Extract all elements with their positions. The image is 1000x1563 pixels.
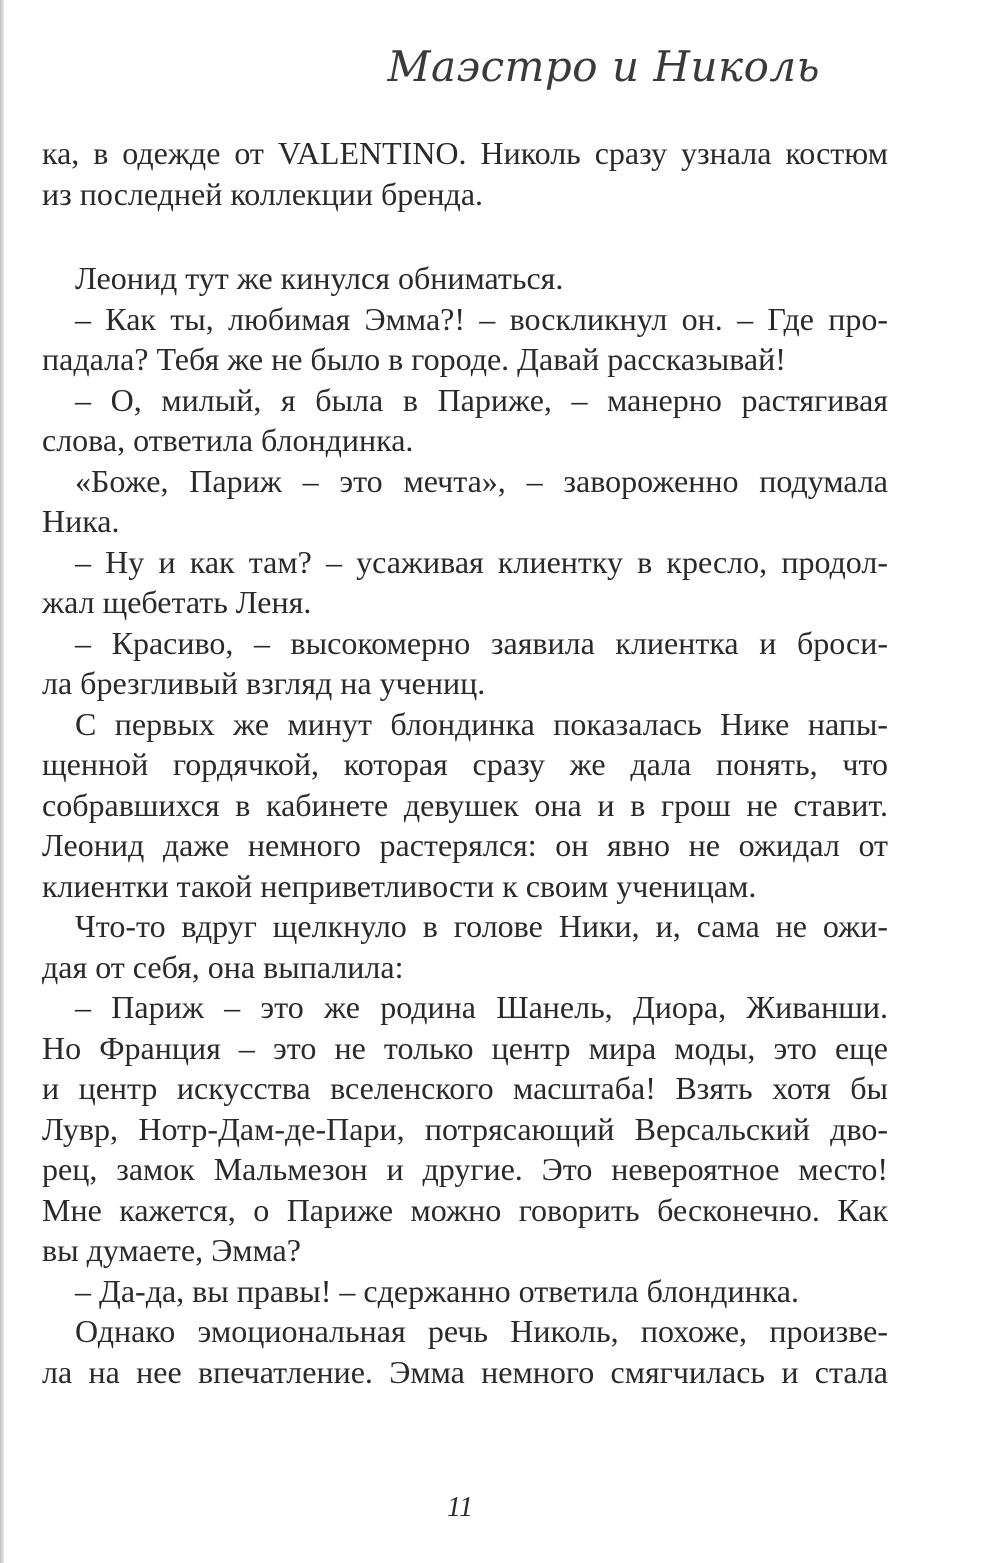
- text-line: Однако эмоциональная речь Николь, похоже, произве-: [75, 1313, 888, 1349]
- text-line: клиентки такой неприветливости к своим ученицам.: [42, 867, 757, 904]
- text-line: рец, замок Мальмезон и другие. Это невероятное место!: [42, 1151, 888, 1187]
- text-line: падала? Тебя же не было в городе. Давай рассказывай!: [42, 341, 786, 377]
- text-line: Ника.: [42, 503, 120, 539]
- text-line: – Да-да, вы правы! – сдержанно ответила блондинка.: [75, 1272, 799, 1309]
- text-line: Леонид даже немного растерялся: он явно не ожидал от: [42, 827, 888, 863]
- page-number: 11: [447, 1492, 473, 1523]
- text-line: слова, ответила блондинка.: [42, 422, 414, 458]
- paragraph: [42, 704, 888, 907]
- text-line: собравшихся в кабинете девушек она и в грош не ставит.: [42, 786, 888, 823]
- paragraph: [42, 133, 888, 214]
- text-line: – О, милый, я была в Париже, – манерно растягивая: [75, 381, 888, 418]
- text-line: «Боже, Париж – это мечта», – завороженно подумала: [75, 462, 888, 499]
- text-line: жал щебетать Леня.: [42, 584, 312, 620]
- paragraph: [42, 906, 888, 987]
- paragraph: [42, 461, 888, 542]
- text-line: Что-то вдруг щелкнуло в голове Ники, и, сама не ожи-: [75, 908, 888, 944]
- body-text: [42, 133, 888, 1392]
- text-line: из последней коллекции бренда.: [42, 175, 484, 212]
- text-line: и центр искусства вселенского масштаба! Взять хотя бы: [42, 1070, 888, 1106]
- text-line: С первых же минут блондинка показалась Нике напы-: [75, 705, 888, 742]
- text-line: Но Франция – это не только центр мира моды, это еще: [42, 1029, 888, 1066]
- text-line: щенной гордячкой, которая сразу же дала понять, что: [42, 746, 888, 782]
- page-left-edge: [0, 0, 4, 1563]
- text-line: – Ну и как там? – усаживая клиентку в кресло, продол-: [75, 543, 888, 580]
- text-line: ла на нее впечатление. Эмма немного смягчилась и стала: [42, 1353, 888, 1390]
- text-line: дая от себя, она выпалила:: [42, 948, 404, 985]
- paragraph: [42, 299, 888, 380]
- text-line: ла брезгливый взгляд на учениц.: [42, 665, 486, 701]
- section-break: [42, 214, 888, 258]
- text-line: – Как ты, любимая Эмма?! – воскликнул он. – Где про-: [75, 300, 888, 337]
- paragraph: [42, 258, 888, 299]
- running-head: Маэстро и Николь: [387, 42, 820, 91]
- text-line: – Париж – это же родина Шанель, Диора, Живанши.: [75, 989, 888, 1025]
- paragraph: [42, 1311, 888, 1392]
- paragraph: [42, 623, 888, 704]
- paragraph: [42, 1271, 888, 1312]
- paragraph: [42, 542, 888, 623]
- text-line: Мне кажется, о Париже можно говорить бесконечно. Как: [42, 1191, 888, 1228]
- paragraph: [42, 380, 888, 461]
- text-line: Лувр, Нотр-Дам-де-Пари, потрясающий Версальский дво-: [42, 1110, 888, 1147]
- paragraph: [42, 987, 888, 1271]
- text-line: – Красиво, – высокомерно заявила клиентка и броси-: [75, 624, 888, 661]
- text-line: вы думаете, Эмма?: [42, 1232, 301, 1268]
- text-line: Леонид тут же кинулся обниматься.: [75, 260, 564, 296]
- text-line: ка, в одежде от VALENTINO. Николь сразу узнала костюм: [42, 135, 888, 171]
